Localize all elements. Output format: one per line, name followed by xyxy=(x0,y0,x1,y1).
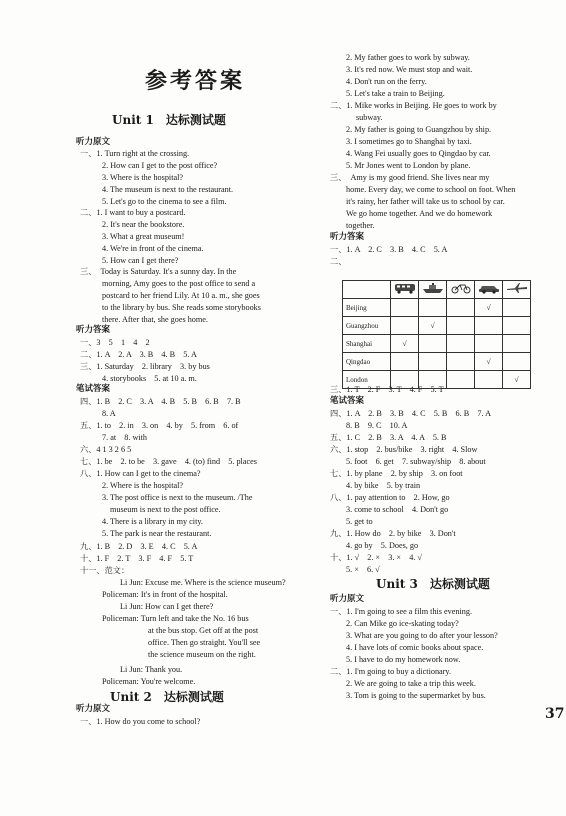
answer-line: 3. The post office is next to the museum. /The xyxy=(102,493,253,502)
answer-line: 7. at 8. with xyxy=(102,433,148,442)
answer-line: the science museum on the right. xyxy=(148,650,256,659)
answer-line: to the library by bus. She reads some storybooks xyxy=(102,303,261,312)
table-mark-cell xyxy=(447,317,475,335)
table-city-cell: Beijing xyxy=(343,299,391,317)
table-mark-cell xyxy=(419,371,447,389)
section-heading: 笔试答案 xyxy=(76,384,111,394)
section-heading: 听力答案 xyxy=(330,232,365,242)
answer-line: 九、1. B 2. D 3. E 4. C 5. A xyxy=(80,542,198,551)
answer-line: 八、1. pay attention to 2. How, go xyxy=(330,493,450,502)
table-row xyxy=(343,317,531,335)
answer-line: We go home together. And we do homework xyxy=(346,209,493,218)
answer-line: 5. Let's go to the cinema to see a film. xyxy=(102,197,227,206)
answer-line: 四、1. B 2. C 3. A 4. B 5. B 6. B 7. B xyxy=(80,397,241,406)
table-corner-cell xyxy=(343,281,391,299)
answer-line: at the bus stop. Get off at the post xyxy=(148,626,259,635)
section-heading: 听力原文 xyxy=(76,704,111,714)
answer-line: 五、1. to 2. in 3. on 4. by 5. from 6. of xyxy=(80,421,239,430)
table-mark-cell xyxy=(391,371,419,389)
table-city-cell: Guangzhou xyxy=(343,317,391,335)
table-mark-cell xyxy=(419,335,447,353)
answer-line: 二、 xyxy=(330,257,347,266)
answer-line: Policeman: Turn left and take the No. 16 bus xyxy=(102,614,249,623)
table-mark-cell xyxy=(475,371,503,389)
answer-line: 2. It's near the bookstore. xyxy=(102,220,185,229)
ship-icon xyxy=(419,281,447,299)
answer-line: 5. How can I get there? xyxy=(102,256,179,265)
answer-line: 5. The park is near the restaurant. xyxy=(102,529,212,538)
table-mark-cell xyxy=(503,299,531,317)
answer-line: 七、1. be 2. to be 3. gave 4. (to) find 5. places xyxy=(80,457,257,466)
answer-line: 3. What are you going to do after your lesson? xyxy=(346,631,498,640)
answer-line: Policeman: It's in front of the hospital. xyxy=(102,590,228,599)
table-mark-cell xyxy=(447,371,475,389)
table-mark-cell: √ xyxy=(503,371,531,389)
answer-line: 五、1. C 2. B 3. A 4. A 5. B xyxy=(330,433,447,442)
table-mark-cell xyxy=(475,317,503,335)
unit3-title: Unit 3 达标测试题 xyxy=(376,577,490,591)
answer-line: 5. × 6. √ xyxy=(346,565,380,574)
answer-line: 一、1. How do you come to school? xyxy=(80,717,201,726)
answer-line: 4. Don't run on the ferry. xyxy=(346,77,427,86)
page-number: 37 xyxy=(545,706,565,722)
answer-line: 4. go by 5. Does, go xyxy=(346,541,419,550)
answer-line: 八、1. How can I get to the cinema? xyxy=(80,469,201,478)
answer-line: 二、1. A 2. A 3. B 4. B 5. A xyxy=(80,350,197,359)
page-title: 参考答案 xyxy=(145,69,246,94)
answer-line: 十、1. √ 2. × 3. × 4. √ xyxy=(330,553,422,562)
answer-line: 5. Mr Jones went to London by plane. xyxy=(346,161,471,170)
answer-line: 七、1. by plane 2. by ship 3. on foot xyxy=(330,469,463,478)
table-city-cell: Qingdao xyxy=(343,353,391,371)
table-mark-cell xyxy=(447,335,475,353)
answer-line: 三、1. Saturday 2. library 3. by bus xyxy=(80,362,210,371)
table-mark-cell xyxy=(447,353,475,371)
bike-icon xyxy=(447,281,475,299)
answer-line: 六、4 1 3 2 6 5 xyxy=(80,445,132,454)
answer-line: there. After that, she goes home. xyxy=(102,315,208,324)
answer-line: together. xyxy=(346,221,375,230)
section-heading: 听力原文 xyxy=(330,594,365,604)
table-mark-cell xyxy=(503,335,531,353)
table-mark-cell: √ xyxy=(419,317,447,335)
table-mark-cell: √ xyxy=(391,335,419,353)
table-mark-cell xyxy=(419,353,447,371)
section-heading: 听力原文 xyxy=(76,137,111,147)
bus-icon xyxy=(391,281,419,299)
answer-line: home. Every day, we come to school on foot. When xyxy=(346,185,516,194)
answer-line: postcard to her friend Lily. At 10 a. m., she goes xyxy=(102,291,260,300)
answer-line: 2. Where is the hospital? xyxy=(102,481,184,490)
table-mark-cell xyxy=(391,299,419,317)
answer-line: Li Jun: Excuse me. Where is the science museum? xyxy=(120,578,286,587)
car-icon xyxy=(475,281,503,299)
answer-line: museum is next to the post office. xyxy=(110,505,221,514)
answer-line: 十、1. F 2. T 3. F 4. F 5. T xyxy=(80,554,194,563)
answer-line: Li Jun: Thank you. xyxy=(120,665,183,674)
answer-line: office. Then go straight. You'll see xyxy=(148,638,261,647)
answer-line: 8. A xyxy=(102,409,116,418)
answer-line: 4. The museum is next to the restaurant. xyxy=(102,185,234,194)
answer-line: 2. How can I get to the post office? xyxy=(102,161,218,170)
answer-line: 六、1. stop 2. bus/bike 3. right 4. Slow xyxy=(330,445,478,454)
answer-line: 3. It's red now. We must stop and wait. xyxy=(346,65,473,74)
table-mark-cell xyxy=(391,317,419,335)
answer-line: subway. xyxy=(356,113,383,122)
table-mark-cell xyxy=(475,335,503,353)
answer-line: 三、1. T 2. F 3. T 4. F 5. T xyxy=(330,385,444,394)
answer-line: morning, Amy goes to the post office to send a xyxy=(102,279,256,288)
section-heading: 听力答案 xyxy=(76,325,111,335)
answer-line: 5. Let's take a train to Beijing. xyxy=(346,89,445,98)
table-mark-cell xyxy=(391,353,419,371)
plane-icon xyxy=(503,281,531,299)
answer-line: Policeman: You're welcome. xyxy=(102,677,196,686)
answer-line: 3. What a great museum! xyxy=(102,232,185,241)
answer-line: 4. by bike 5. by train xyxy=(346,481,421,490)
answer-line: 二、1. I want to buy a postcard. xyxy=(80,208,186,217)
answer-line: 一、1. A 2. C 3. B 4. C 5. A xyxy=(330,245,448,254)
table-mark-cell xyxy=(503,317,531,335)
answer-line: 2. My father goes to work by subway. xyxy=(346,53,470,62)
table-row xyxy=(343,353,531,371)
answer-line: 一、1. I'm going to see a film this evening. xyxy=(330,607,473,616)
answer-line: 2. Can Mike go ice-skating today? xyxy=(346,619,459,628)
answer-line: 4. storybooks 5. at 10 a. m. xyxy=(102,374,197,383)
table-mark-cell: √ xyxy=(475,353,503,371)
answer-line: 九、1. How do 2. by bike 3. Don't xyxy=(330,529,456,538)
answer-line: 4. Wang Fei usually goes to Qingdao by car. xyxy=(346,149,491,158)
answer-line: 三、 Today is Saturday. It's a sunny day. In the xyxy=(80,267,237,276)
answer-line: 一、3 5 1 4 2 xyxy=(80,338,150,347)
answer-line: 5. I have to do my homework now. xyxy=(346,655,461,664)
answer-line: 三、 Amy is my good friend. She lives near my xyxy=(330,173,490,182)
unit1-title: Unit 1 达标测试题 xyxy=(112,113,226,127)
answer-line: 4. There is a library in my city. xyxy=(102,517,203,526)
answer-line: it's rainy, her father will take us to school by car. xyxy=(346,197,505,206)
answer-line: 8. B 9. C 10. A xyxy=(346,421,408,430)
answer-line: 2. We are going to take a trip this week. xyxy=(346,679,476,688)
transport-table xyxy=(342,280,531,389)
answer-line: 3. Tom is going to the supermarket by bus. xyxy=(346,691,486,700)
answer-line: 4. We're in front of the cinema. xyxy=(102,244,204,253)
unit2-title: Unit 2 达标测试题 xyxy=(110,690,224,704)
answer-line: 十一、范文： xyxy=(80,566,130,575)
table-city-cell: Shanghai xyxy=(343,335,391,353)
answer-line: 3. I sometimes go to Shanghai by taxi. xyxy=(346,137,472,146)
answer-line: 3. come to school 4. Don't go xyxy=(346,505,449,514)
answer-line: 二、1. Mike works in Beijing. He goes to work by xyxy=(330,101,497,110)
answer-line: 四、1. A 2. B 3. B 4. C 5. B 6. B 7. A xyxy=(330,409,492,418)
section-heading: 笔试答案 xyxy=(330,396,365,406)
table-mark-cell xyxy=(419,299,447,317)
table-header-row xyxy=(343,281,531,299)
answer-line: 5. foot 6. get 7. subway/ship 8. about xyxy=(346,457,486,466)
table-row xyxy=(343,335,531,353)
table-mark-cell: √ xyxy=(475,299,503,317)
table-mark-cell xyxy=(447,299,475,317)
answer-line: 3. Where is the hospital? xyxy=(102,173,184,182)
answer-line: 二、1. I'm going to buy a dictionary. xyxy=(330,667,452,676)
table-city-cell: London xyxy=(343,371,391,389)
table-row xyxy=(343,371,531,389)
answer-line: 5. get to xyxy=(346,517,373,526)
table-mark-cell xyxy=(503,353,531,371)
answer-line: 4. I have lots of comic books about space. xyxy=(346,643,484,652)
answer-line: 一、1. Turn right at the crossing. xyxy=(80,149,190,158)
answer-line: 2. My father is going to Guangzhou by ship. xyxy=(346,125,492,134)
table-row xyxy=(343,299,531,317)
answer-line: Li Jun: How can I get there? xyxy=(120,602,214,611)
